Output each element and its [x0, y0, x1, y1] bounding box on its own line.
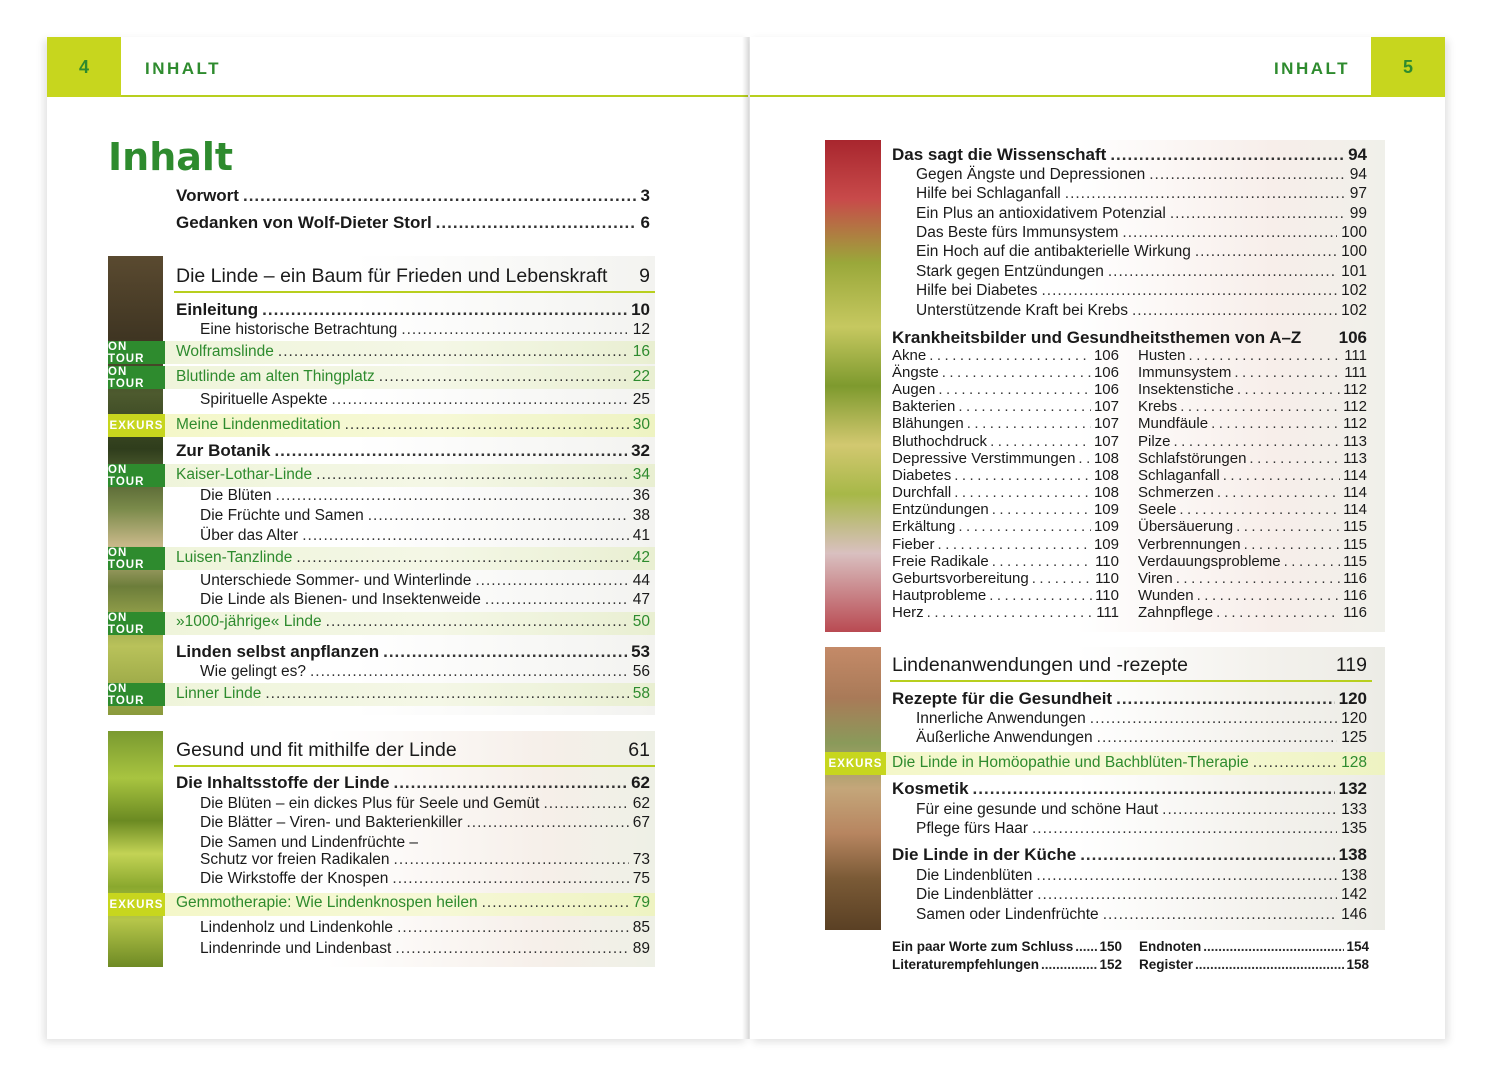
toc-subentry[interactable]: Ein Hoch auf die antibakterielle Wirkung ..... 100: [916, 243, 1367, 261]
chapter-heading[interactable]: Die Linde – ein Baum für Frieden und Lebenskraft 9: [176, 265, 650, 287]
az-entry[interactable]: Übersäuerung ..... 115: [1138, 518, 1367, 535]
az-entry[interactable]: Seele ..... 114: [1138, 501, 1367, 518]
toc-subentry[interactable]: Lindenrinde und Lindenbast ..... 89: [200, 940, 650, 958]
toc-subentry[interactable]: Die Linde als Bienen- und Insektenweide ..... 47: [200, 591, 650, 609]
az-entry[interactable]: Krebs ..... 112: [1138, 398, 1367, 415]
toc-subentry[interactable]: Die Samen und Lindenfrüchte –: [200, 834, 419, 851]
az-entry[interactable]: Diabetes ..... 108: [892, 467, 1119, 484]
toc-subentry[interactable]: Samen oder Lindenfrüchte ..... 146: [916, 906, 1367, 924]
toc-entry-exkurs[interactable]: Meine Lindenmeditation ..... 30: [176, 416, 650, 434]
toc-entry[interactable]: Krankheitsbilder und Gesundheitsthemen von A–Z 106: [892, 328, 1367, 347]
page-number: 5: [1371, 37, 1445, 97]
az-entry[interactable]: Bluthochdruck ..... 107: [892, 433, 1119, 450]
toc-subentry[interactable]: Über das Alter ..... 41: [200, 527, 650, 545]
exkurs-tag: EXKURS: [108, 893, 165, 916]
toc-entry-ontour[interactable]: Luisen-Tanzlinde ..... 42: [176, 549, 650, 567]
footer-entry[interactable]: Literaturempfehlungen ..... 152: [892, 957, 1122, 972]
toc-subentry[interactable]: Die Lindenblätter ..... 142: [916, 886, 1367, 904]
toc-entry[interactable]: Rezepte für die Gesundheit ..... 120: [892, 689, 1367, 709]
az-entry[interactable]: Immunsystem ..... 111: [1138, 364, 1367, 381]
toc-subentry[interactable]: Wie gelingt es? ..... 56: [200, 663, 650, 681]
divider: [174, 291, 655, 293]
chapter-heading[interactable]: Gesund und fit mithilfe der Linde 61: [176, 739, 650, 761]
toc-entry[interactable]: Kosmetik ..... 132: [892, 779, 1367, 799]
az-entry[interactable]: Entzündungen ..... 109: [892, 501, 1119, 518]
az-entry[interactable]: Herz ..... 111: [892, 604, 1119, 621]
toc-entry-ontour[interactable]: Kaiser-Lothar-Linde ..... 34: [176, 466, 650, 484]
toc-entry-ontour[interactable]: Wolframslinde ..... 16: [176, 343, 650, 361]
az-entry[interactable]: Viren ..... 116: [1138, 570, 1367, 587]
toc-subentry[interactable]: Die Lindenblüten ..... 138: [916, 867, 1367, 885]
az-entry[interactable]: Schlafstörungen ..... 113: [1138, 450, 1367, 467]
leaves-photo-strip: [108, 731, 163, 967]
toc-subentry[interactable]: Äußerliche Anwendungen ..... 125: [916, 729, 1367, 747]
ontour-tag: ON TOUR: [108, 464, 165, 487]
az-entry[interactable]: Ängste ..... 106: [892, 364, 1119, 381]
az-entry[interactable]: Hautprobleme ..... 110: [892, 587, 1119, 604]
az-entry[interactable]: Insektenstiche ..... 112: [1138, 381, 1367, 398]
divider: [890, 680, 1372, 682]
az-entry[interactable]: Mundfäule ..... 112: [1138, 415, 1367, 432]
az-entry[interactable]: Pilze ..... 113: [1138, 433, 1367, 450]
exkurs-tag: EXKURS: [825, 752, 886, 775]
toc-subentry[interactable]: Eine historische Betrachtung ..... 12: [200, 321, 650, 339]
toc-subentry[interactable]: Die Blüten – ein dickes Plus für Seele und Gemüt ..... 62: [200, 795, 650, 813]
ontour-tag: ON TOUR: [108, 547, 165, 570]
az-entry[interactable]: Augen ..... 106: [892, 381, 1119, 398]
toc-subentry[interactable]: Die Früchte und Samen ..... 38: [200, 507, 650, 525]
toc-subentry[interactable]: Ein Plus an antioxidativem Potenzial ..... 99: [916, 205, 1367, 223]
az-entry[interactable]: Verdauungsprobleme ..... 115: [1138, 553, 1367, 570]
toc-subentry[interactable]: Spirituelle Aspekte ..... 25: [200, 391, 650, 409]
toc-subentry[interactable]: Das Beste fürs Immunsystem ..... 100: [916, 224, 1367, 242]
az-entry[interactable]: Depressive Verstimmungen ..... 108: [892, 450, 1119, 467]
toc-subentry[interactable]: Schutz vor freien Radikalen ..... 73: [200, 851, 650, 869]
az-entry[interactable]: Geburtsvorbereitung ..... 110: [892, 570, 1119, 587]
az-entry[interactable]: Fieber ..... 109: [892, 536, 1119, 553]
toc-entry[interactable]: Linden selbst anpflanzen ..... 53: [176, 642, 650, 662]
toc-subentry[interactable]: Unterschiede Sommer- und Winterlinde ..... 44: [200, 572, 650, 590]
ontour-tag: ON TOUR: [108, 683, 165, 706]
az-entry[interactable]: Freie Radikale ..... 110: [892, 553, 1119, 570]
az-entry[interactable]: Schmerzen ..... 114: [1138, 484, 1367, 501]
az-entry[interactable]: Husten ..... 111: [1138, 347, 1367, 364]
az-entry[interactable]: Verbrennungen ..... 115: [1138, 536, 1367, 553]
az-entry[interactable]: Wunden ..... 116: [1138, 587, 1367, 604]
toc-entry[interactable]: Vorwort ..... 3: [176, 186, 650, 206]
left-page: [47, 37, 748, 1039]
toc-entry-ontour[interactable]: »1000-jährige« Linde ..... 50: [176, 613, 650, 631]
az-entry[interactable]: Akne ..... 106: [892, 347, 1119, 364]
toc-subentry[interactable]: Die Wirkstoffe der Knospen ..... 75: [200, 870, 650, 888]
toc-subentry[interactable]: Die Blätter – Viren- und Bakterienkiller ..... 67: [200, 814, 650, 832]
toc-entry-ontour[interactable]: Blutlinde am alten Thingplatz ..... 22: [176, 368, 650, 386]
toc-entry-exkurs[interactable]: Die Linde in Homöopathie und Bachblüten-Therapie ..... 128: [892, 754, 1367, 772]
toc-entry[interactable]: Die Linde in der Küche ..... 138: [892, 845, 1367, 865]
page-title: Inhalt: [108, 135, 234, 179]
toc-entry[interactable]: Das sagt die Wissenschaft ..... 94: [892, 145, 1367, 165]
footer-entry[interactable]: Register ..... 158: [1139, 957, 1369, 972]
toc-subentry[interactable]: Stark gegen Entzündungen ..... 101: [916, 263, 1367, 281]
toc-entry[interactable]: Zur Botanik ..... 32: [176, 441, 650, 461]
toc-subentry[interactable]: Unterstützende Kraft bei Krebs ..... 102: [916, 302, 1367, 320]
blossom-photo-strip: [825, 140, 881, 632]
toc-entry[interactable]: Gedanken von Wolf-Dieter Storl ..... 6: [176, 213, 650, 233]
az-entry[interactable]: Durchfall ..... 108: [892, 484, 1119, 501]
exkurs-tag: EXKURS: [108, 414, 165, 437]
toc-subentry[interactable]: Hilfe bei Schlaganfall ..... 97: [916, 185, 1367, 203]
toc-subentry[interactable]: Gegen Ängste und Depressionen ..... 94: [916, 166, 1367, 184]
chapter-heading[interactable]: Lindenanwendungen und -rezepte 119: [892, 654, 1367, 676]
toc-subentry[interactable]: Lindenholz und Lindenkohle ..... 85: [200, 919, 650, 937]
page-number: 4: [47, 37, 121, 97]
footer-entry[interactable]: Endnoten ..... 154: [1139, 939, 1369, 954]
toc-entry[interactable]: Die Inhaltsstoffe der Linde ..... 62: [176, 773, 650, 793]
right-page: [750, 37, 1445, 1039]
az-entry[interactable]: Erkältung ..... 109: [892, 518, 1119, 535]
toc-subentry[interactable]: Für eine gesunde und schöne Haut ..... 133: [916, 801, 1367, 819]
running-head: INHALT: [145, 59, 222, 78]
az-entry[interactable]: Bakterien ..... 107: [892, 398, 1119, 415]
divider: [174, 765, 655, 767]
az-entry[interactable]: Schlaganfall ..... 114: [1138, 467, 1367, 484]
ontour-tag: ON TOUR: [108, 341, 165, 364]
footer-entry[interactable]: Ein paar Worte zum Schluss ..... 150: [892, 939, 1122, 954]
running-head: INHALT: [1273, 59, 1350, 78]
toc-subentry[interactable]: Die Blüten ..... 36: [200, 487, 650, 505]
toc-subentry[interactable]: Pflege fürs Haar ..... 135: [916, 820, 1367, 838]
az-entry[interactable]: Zahnpflege ..... 116: [1138, 604, 1367, 621]
toc-entry[interactable]: Einleitung ..... 10: [176, 300, 650, 320]
toc-subentry[interactable]: Innerliche Anwendungen ..... 120: [916, 710, 1367, 728]
toc-entry-ontour[interactable]: Linner Linde ..... 58: [176, 685, 650, 703]
toc-entry-exkurs[interactable]: Gemmotherapie: Wie Lindenknospen heilen ..... 79: [176, 894, 650, 912]
ontour-tag: ON TOUR: [108, 612, 165, 635]
toc-subentry[interactable]: Hilfe bei Diabetes ..... 102: [916, 282, 1367, 300]
az-entry[interactable]: Blähungen ..... 107: [892, 415, 1119, 432]
ontour-tag: ON TOUR: [108, 366, 165, 389]
hands-photo-strip: [825, 647, 881, 930]
